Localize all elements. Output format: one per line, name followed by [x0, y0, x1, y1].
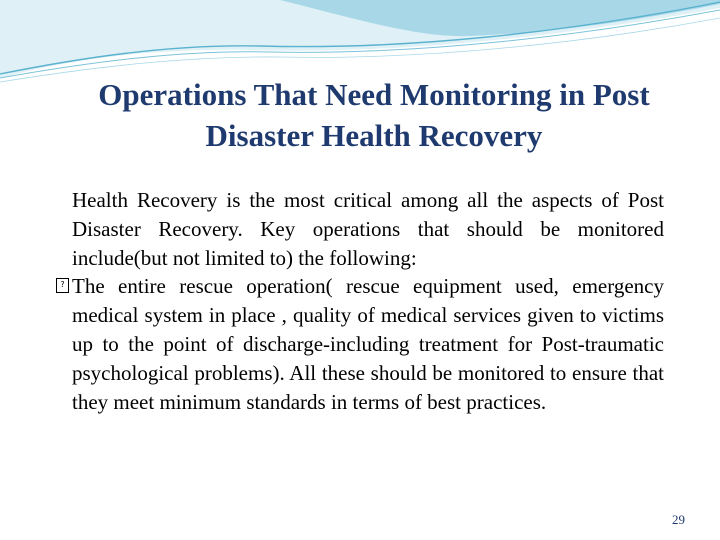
page-number: 29: [672, 512, 685, 527]
slide-title-line-1: Operations That Need Monitoring in Post: [98, 77, 650, 112]
slide-title-line-2: Disaster Health Recovery: [205, 118, 543, 153]
bullet-item: [60, 272, 664, 416]
bullet-text: The entire rescue operation( rescue equipment used, emergency medical system in place , quality of medical services given to victims up to the point of discharge-including treatment for Post-traumatic psychological problems). All these should be monitored to ensure that they meet minimum standards in terms of best practices.: [72, 274, 664, 414]
slide-title: [30, 74, 718, 156]
intro-paragraph: Health Recovery is the most critical among all the aspects of Post Disaster Recovery. Key operations that should be monitored include(but not limited to) the following:: [72, 188, 664, 270]
slide-body: [60, 186, 664, 416]
missing-glyph-bullet-icon: ?: [56, 278, 69, 293]
